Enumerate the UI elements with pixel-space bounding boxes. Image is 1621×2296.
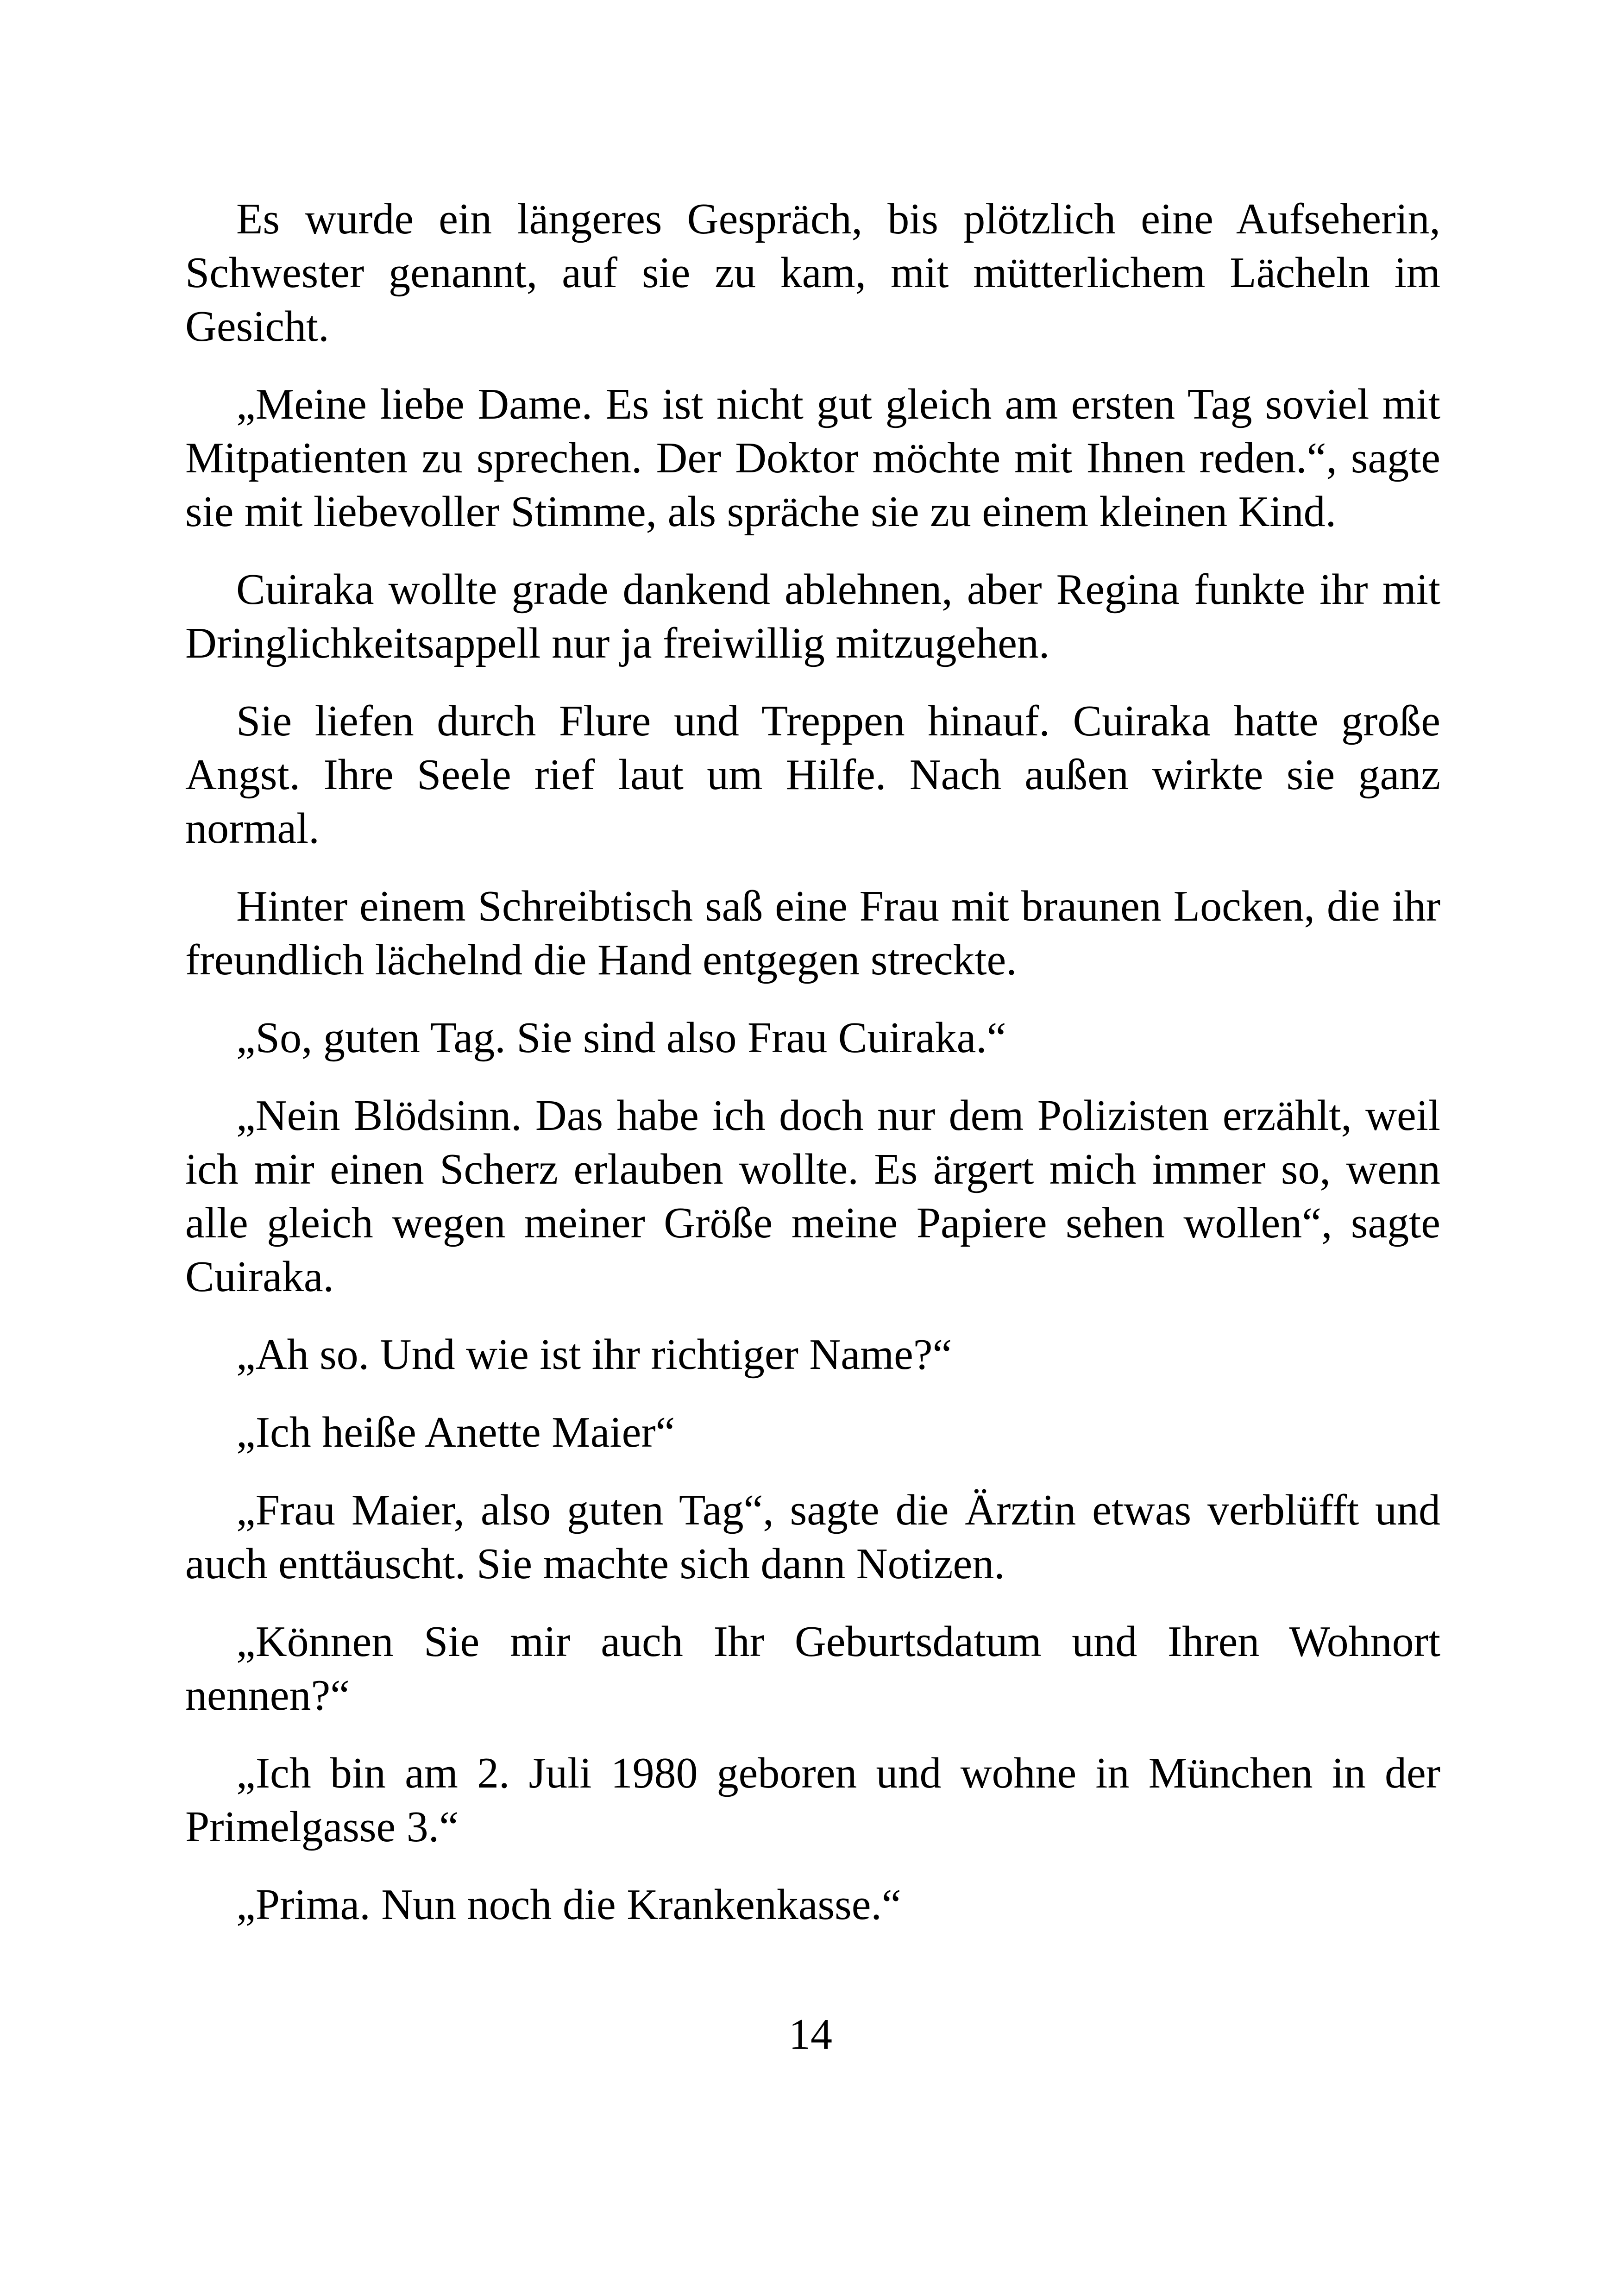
paragraph: Hinter einem Schreibtisch saß eine Frau mit braunen Locken, die ihr freundlich lächelnd die Hand entgegen streckte. (185, 882, 1440, 984)
paragraph: Cuiraka wollte grade dankend ablehnen, aber Regina funkte ihr mit Dringlichkeitsappell nur ja freiwillig mitzugehen. (185, 565, 1440, 667)
paragraph: „So, guten Tag. Sie sind also Frau Cuiraka.“ (236, 1014, 1006, 1062)
paragraph: Sie liefen durch Flure und Treppen hinauf. Cuiraka hatte große Angst. Ihre Seele rief laut um Hilfe. Nach außen wirkte sie ganz normal. (185, 697, 1440, 853)
paragraph: „Ich bin am 2. Juli 1980 geboren und wohne in München in der Primelgasse 3.“ (185, 1749, 1440, 1851)
paragraph: „Ah so. Und wie ist ihr richtiger Name?“ (236, 1330, 952, 1379)
page-number: 14 (789, 2010, 832, 2058)
body-text (185, 192, 1440, 1956)
paragraph: „Können Sie mir auch Ihr Geburtsdatum und Ihren Wohnort nennen?“ (185, 1618, 1440, 1719)
paragraph: „Ich heiße Anette Maier“ (236, 1408, 675, 1456)
paragraph: „Nein Blödsinn. Das habe ich doch nur dem Polizisten erzählt, weil ich mir einen Scherz erlauben wollte. Es ärgert mich immer so, wenn alle gleich wegen meiner Größe meine Papiere sehen wollen“, sagte Cuiraka. (185, 1092, 1440, 1301)
paragraph: „Meine liebe Dame. Es ist nicht gut gleich am ersten Tag soviel mit Mitpatienten zu sprechen. Der Doktor möchte mit Ihnen reden.“, sagte sie mit liebevoller Stimme, als spräche sie zu einem kleinen Kind. (185, 380, 1440, 536)
paragraph: „Frau Maier, also guten Tag“, sagte die Ärztin etwas verblüfft und auch enttäuscht. Sie machte sich dann Notizen. (185, 1486, 1440, 1588)
paragraph: „Prima. Nun noch die Krankenkasse.“ (236, 1881, 901, 1929)
paragraph: Es wurde ein längeres Gespräch, bis plötzlich eine Aufseherin, Schwester genannt, auf sie zu kam, mit mütterlichem Lächeln im Gesicht. (185, 195, 1440, 351)
